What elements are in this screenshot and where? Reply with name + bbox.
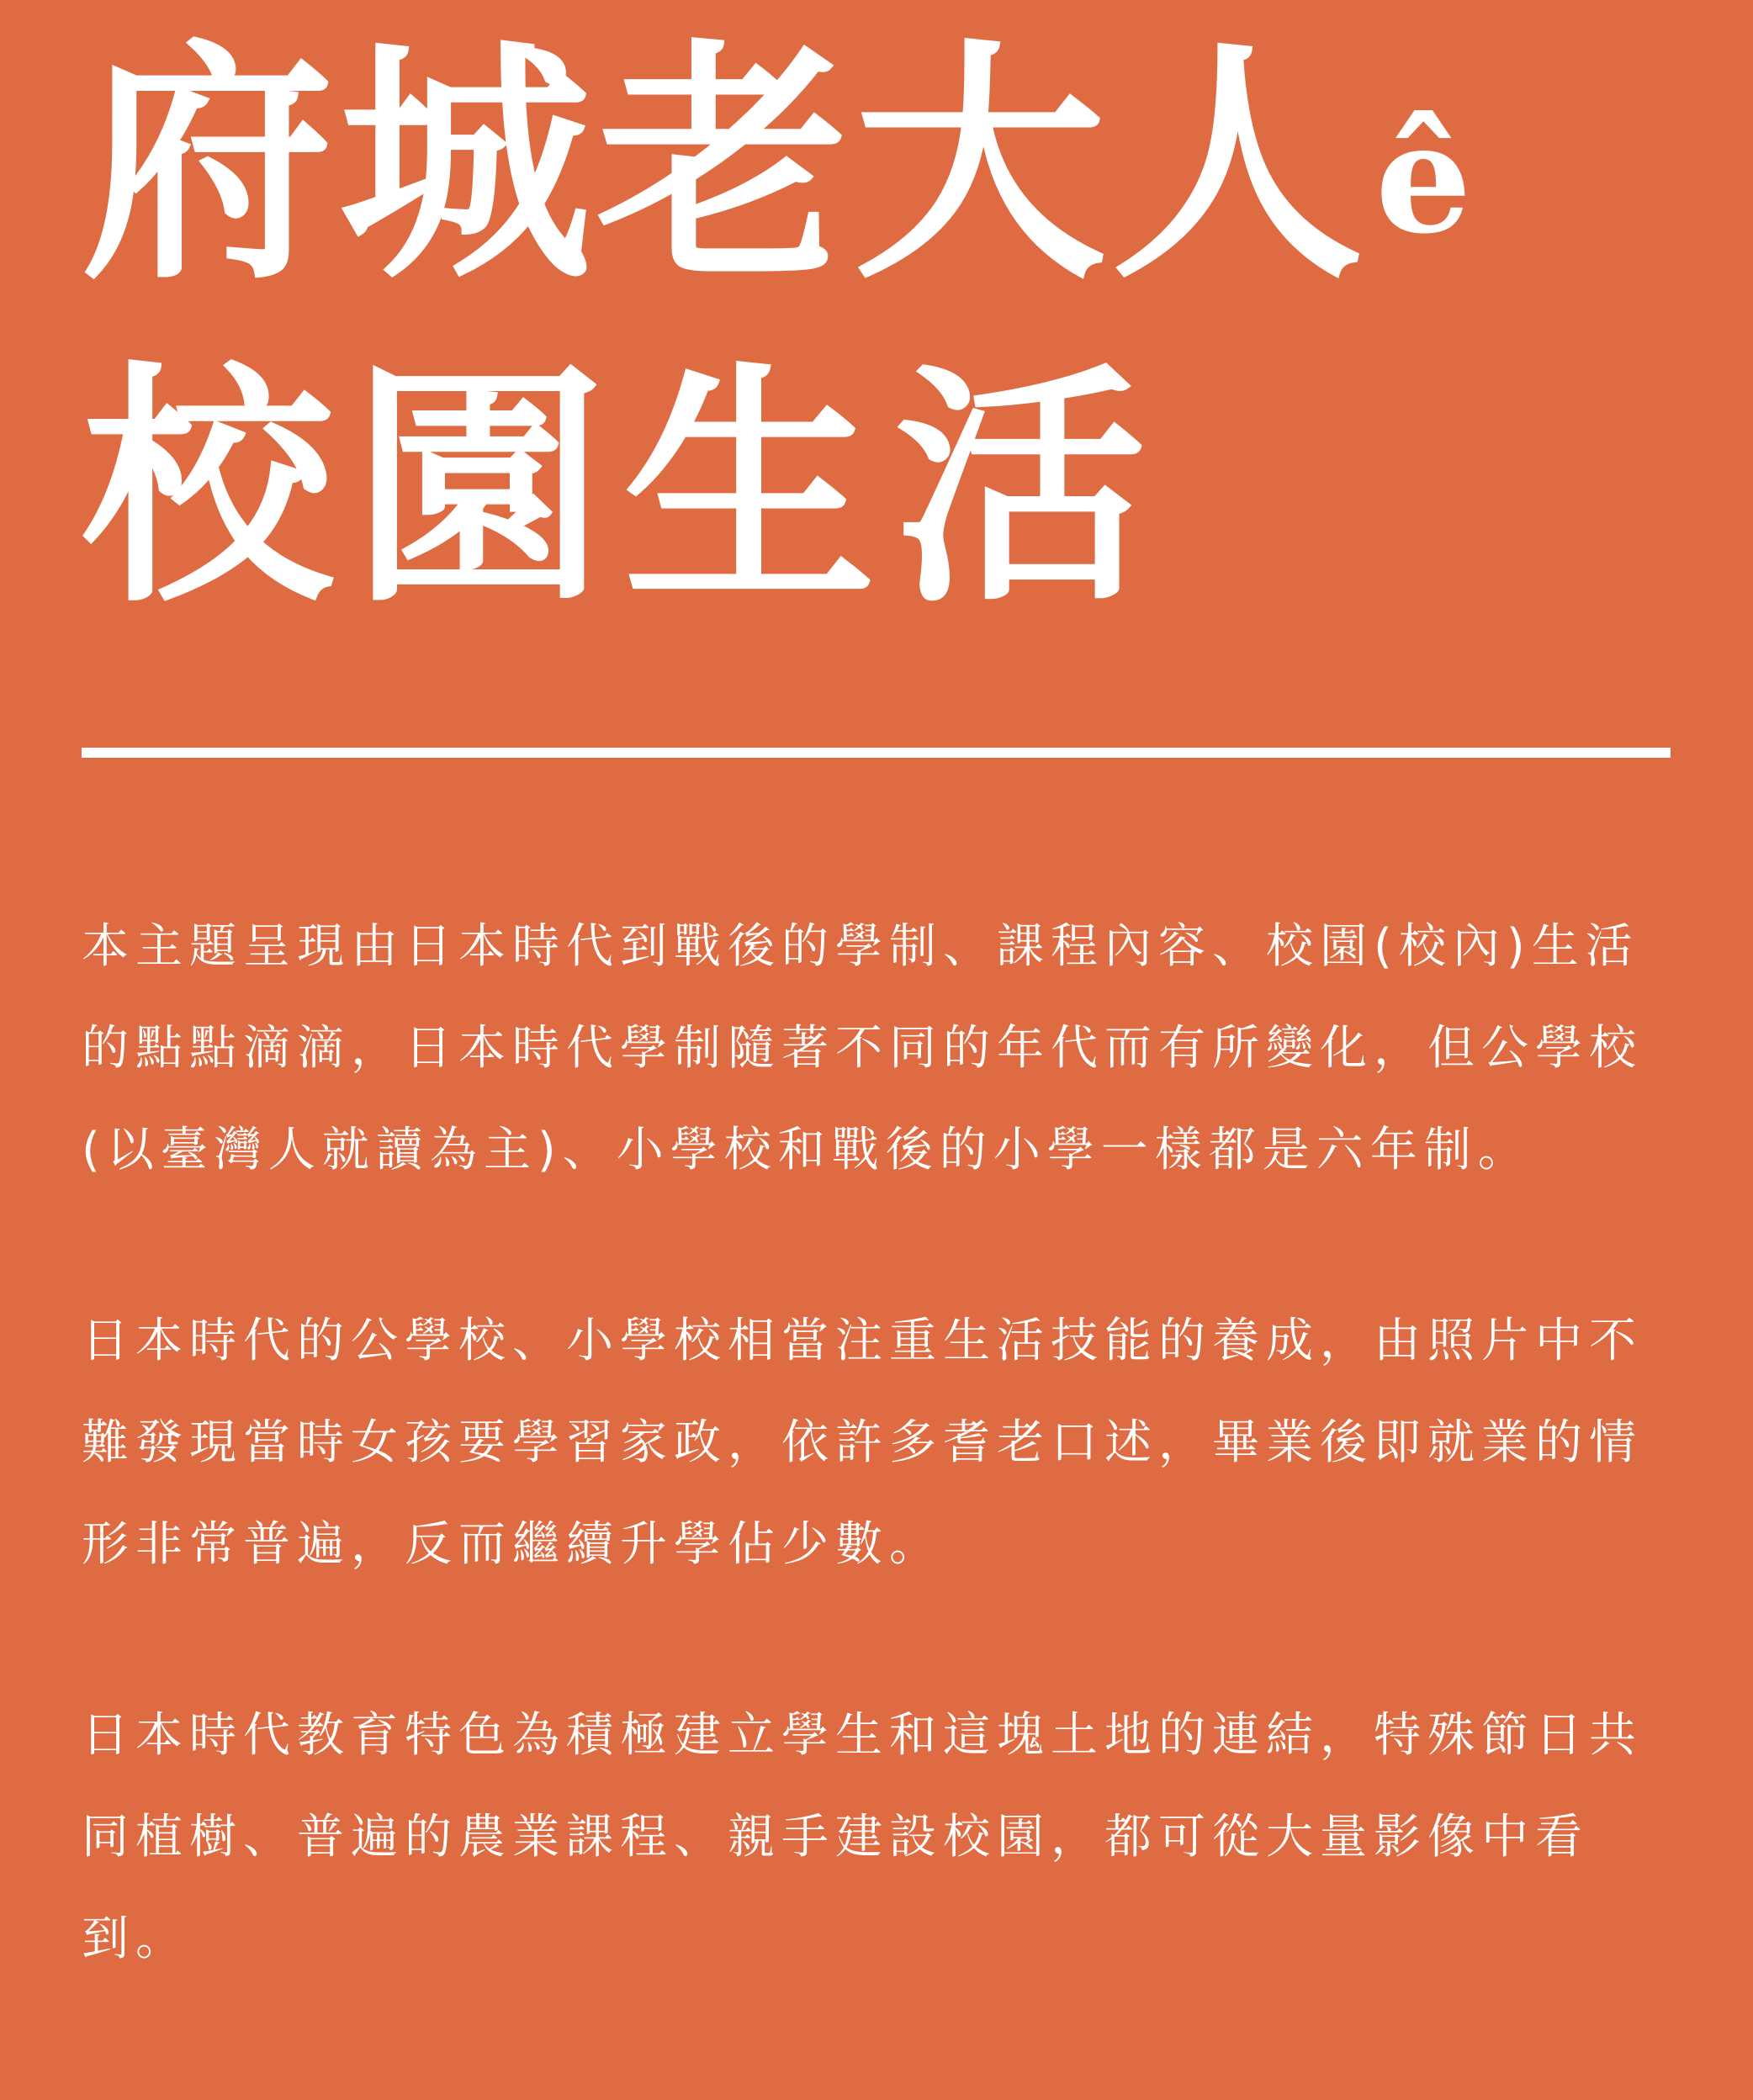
intro-paragraph-1: 本主題呈現由日本時代到戰後的學制、課程內容、校園(校內)生活的點點滴滴，日本時代學制隨著不同的年代而有所變化，但公學校(以臺灣人就讀為主)、小學校和戰後的小學一樣都是六年制。 <box>82 919 1643 1177</box>
title-divider <box>82 748 1671 758</box>
page-title <box>82 16 1670 664</box>
title-suffix: ê <box>1375 90 1477 267</box>
title-line-2: 校園生活 <box>82 339 1165 636</box>
intro-paragraph-3: 日本時代教育特色為積極建立學生和這塊土地的連結，特殊節日共同植樹、普遍的農業課程、親手建設校園，都可從大量影像中看到。 <box>82 1708 1643 1966</box>
intro-paragraph-2: 日本時代的公學校、小學校相當注重生活技能的養成，由照片中不難發現當時女孩要學習家政，依許多耆老口述，畢業後即就業的情形非常普遍，反而繼續升學佔少數。 <box>82 1314 1643 1572</box>
introduction-content <box>82 896 1671 1990</box>
title-line-1-text: 府城老大人 <box>82 16 1369 313</box>
title-line-1 <box>82 16 1670 341</box>
